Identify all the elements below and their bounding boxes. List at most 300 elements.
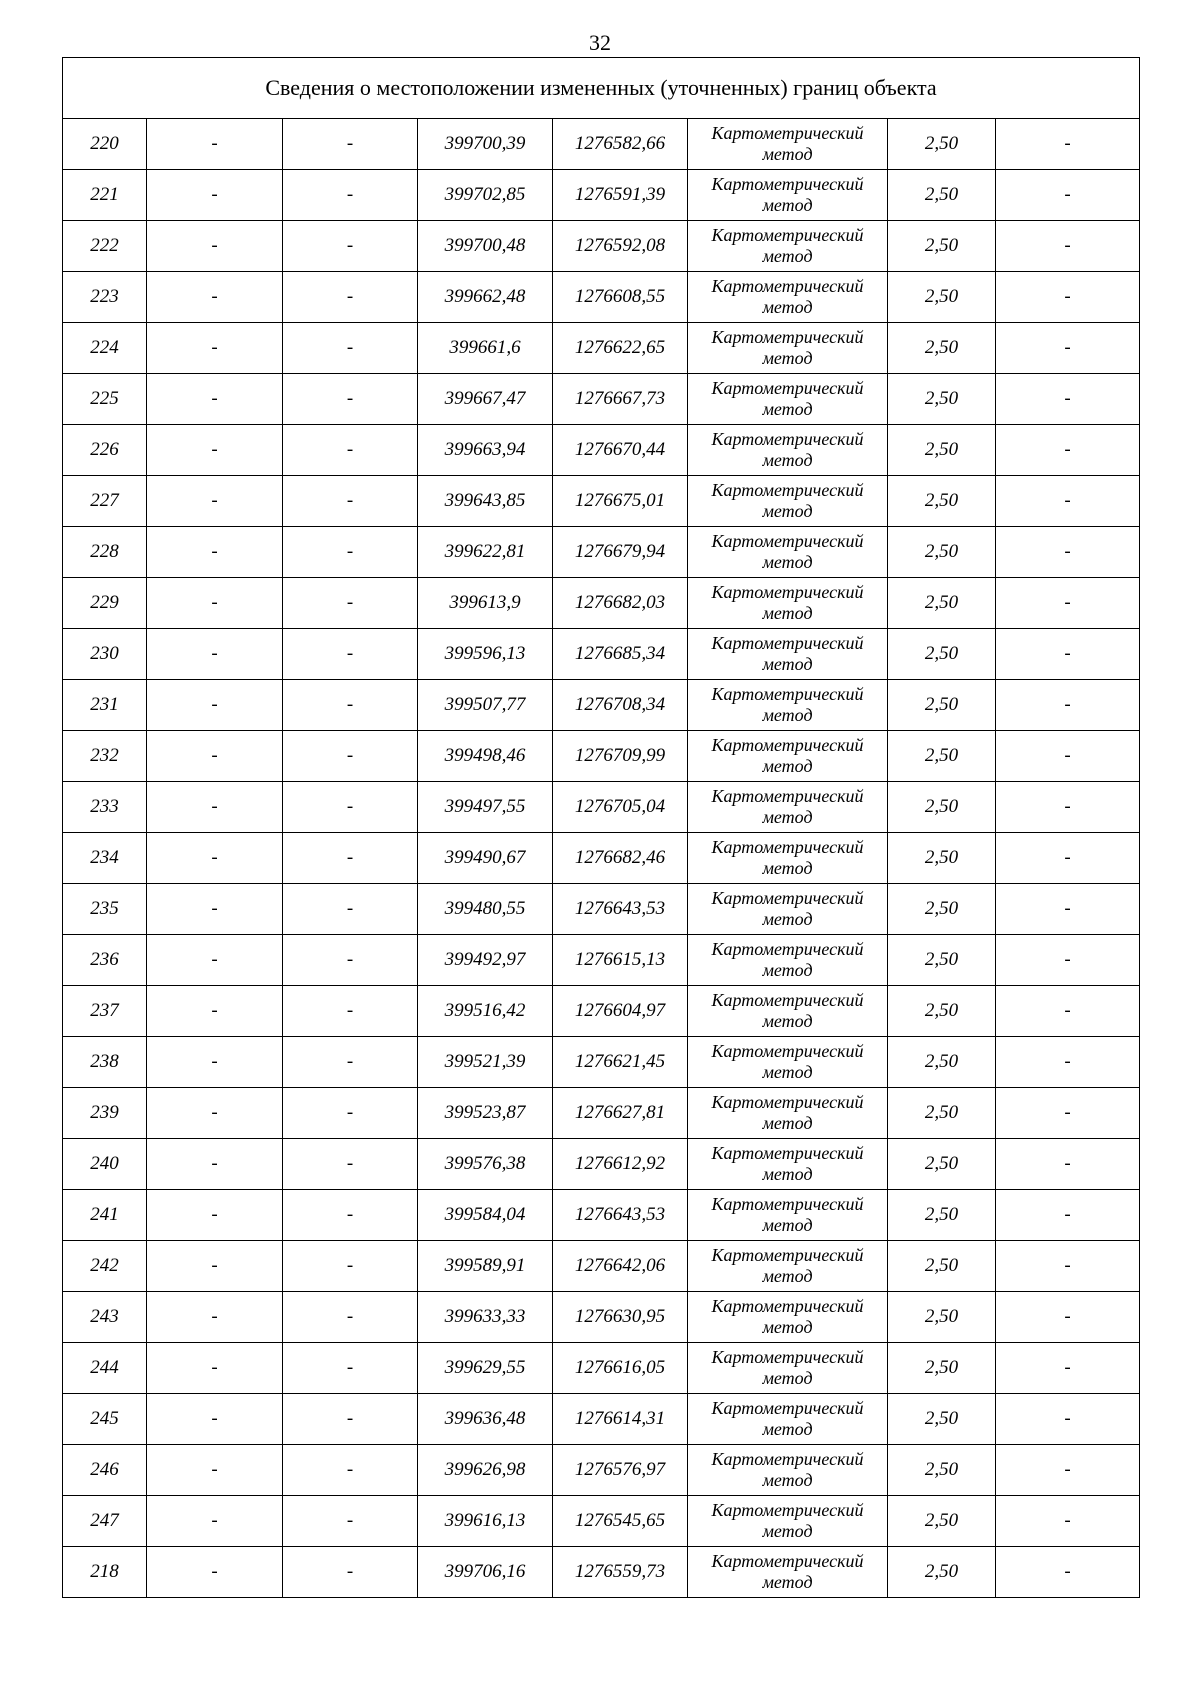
method-line-2: метод: [762, 1521, 813, 1541]
method-cell: [688, 578, 888, 629]
coordinate-y-cell: 1276582,66: [553, 119, 688, 170]
method-line-1: Картометрический: [711, 225, 864, 245]
method-cell: [688, 731, 888, 782]
column-3-cell: -: [283, 527, 418, 578]
point-number-cell: 238: [63, 1037, 147, 1088]
method-line-1: Картометрический: [711, 1500, 864, 1520]
coordinate-y-cell: 1276708,34: [553, 680, 688, 731]
method-line-2: метод: [762, 1164, 813, 1184]
column-8-cell: -: [996, 272, 1140, 323]
table-row: [63, 476, 1140, 527]
method-line-1: Картометрический: [711, 1551, 864, 1571]
coordinate-y-cell: 1276559,73: [553, 1547, 688, 1598]
column-3-cell: -: [283, 986, 418, 1037]
column-8-cell: -: [996, 1445, 1140, 1496]
column-2-cell: -: [147, 221, 283, 272]
method-cell: [688, 1496, 888, 1547]
method-cell: [688, 1343, 888, 1394]
method-line-1: Картометрический: [711, 1347, 864, 1367]
coordinate-x-cell: 399702,85: [418, 170, 553, 221]
method-line-1: Картометрический: [711, 888, 864, 908]
coordinate-y-cell: 1276682,46: [553, 833, 688, 884]
column-8-cell: -: [996, 1547, 1140, 1598]
column-2-cell: -: [147, 629, 283, 680]
method-cell: [688, 323, 888, 374]
method-line-2: метод: [762, 909, 813, 929]
column-3-cell: -: [283, 731, 418, 782]
method-cell: [688, 1394, 888, 1445]
coordinate-y-cell: 1276622,65: [553, 323, 688, 374]
accuracy-cell: 2,50: [888, 323, 996, 374]
column-8-cell: -: [996, 1343, 1140, 1394]
table-row: [63, 1037, 1140, 1088]
column-3-cell: -: [283, 1394, 418, 1445]
accuracy-cell: 2,50: [888, 833, 996, 884]
method-line-1: Картометрический: [711, 531, 864, 551]
method-line-2: метод: [762, 552, 813, 572]
column-3-cell: -: [283, 629, 418, 680]
point-number-cell: 227: [63, 476, 147, 527]
method-line-2: метод: [762, 348, 813, 368]
column-2-cell: -: [147, 476, 283, 527]
method-line-1: Картометрический: [711, 735, 864, 755]
method-cell: [688, 425, 888, 476]
column-3-cell: -: [283, 680, 418, 731]
table-row: [63, 425, 1140, 476]
method-line-1: Картометрический: [711, 1092, 864, 1112]
point-number-cell: 235: [63, 884, 147, 935]
method-line-1: Картометрический: [711, 990, 864, 1010]
column-3-cell: -: [283, 170, 418, 221]
column-2-cell: -: [147, 935, 283, 986]
accuracy-cell: 2,50: [888, 629, 996, 680]
column-2-cell: -: [147, 884, 283, 935]
column-8-cell: -: [996, 1037, 1140, 1088]
column-8-cell: -: [996, 221, 1140, 272]
accuracy-cell: 2,50: [888, 1292, 996, 1343]
table-row: [63, 986, 1140, 1037]
method-line-1: Картометрический: [711, 1296, 864, 1316]
column-2-cell: -: [147, 119, 283, 170]
column-8-cell: -: [996, 731, 1140, 782]
accuracy-cell: 2,50: [888, 1496, 996, 1547]
accuracy-cell: 2,50: [888, 425, 996, 476]
coordinate-x-cell: 399629,55: [418, 1343, 553, 1394]
coordinate-y-cell: 1276643,53: [553, 884, 688, 935]
point-number-cell: 241: [63, 1190, 147, 1241]
method-cell: [688, 476, 888, 527]
coordinate-x-cell: 399523,87: [418, 1088, 553, 1139]
accuracy-cell: 2,50: [888, 1547, 996, 1598]
column-8-cell: -: [996, 119, 1140, 170]
point-number-cell: 247: [63, 1496, 147, 1547]
method-line-2: метод: [762, 603, 813, 623]
column-8-cell: -: [996, 170, 1140, 221]
coordinate-y-cell: 1276643,53: [553, 1190, 688, 1241]
point-number-cell: 231: [63, 680, 147, 731]
column-8-cell: -: [996, 425, 1140, 476]
table-row: [63, 833, 1140, 884]
method-cell: [688, 272, 888, 323]
column-8-cell: -: [996, 1241, 1140, 1292]
method-line-2: метод: [762, 246, 813, 266]
coordinate-y-cell: 1276612,92: [553, 1139, 688, 1190]
column-8-cell: -: [996, 1292, 1140, 1343]
column-3-cell: -: [283, 221, 418, 272]
coordinate-y-cell: 1276604,97: [553, 986, 688, 1037]
point-number-cell: 221: [63, 170, 147, 221]
coordinate-y-cell: 1276616,05: [553, 1343, 688, 1394]
coordinate-x-cell: 399584,04: [418, 1190, 553, 1241]
coordinate-x-cell: 399521,39: [418, 1037, 553, 1088]
method-line-1: Картометрический: [711, 1143, 864, 1163]
table-row: [63, 1445, 1140, 1496]
coordinate-x-cell: 399576,38: [418, 1139, 553, 1190]
point-number-cell: 245: [63, 1394, 147, 1445]
method-line-2: метод: [762, 399, 813, 419]
coordinate-y-cell: 1276709,99: [553, 731, 688, 782]
column-8-cell: -: [996, 527, 1140, 578]
coordinate-y-cell: 1276591,39: [553, 170, 688, 221]
table-row: [63, 578, 1140, 629]
column-2-cell: -: [147, 782, 283, 833]
coordinate-y-cell: 1276621,45: [553, 1037, 688, 1088]
method-cell: [688, 1088, 888, 1139]
table-row: [63, 1394, 1140, 1445]
accuracy-cell: 2,50: [888, 272, 996, 323]
coordinate-y-cell: 1276670,44: [553, 425, 688, 476]
method-cell: [688, 833, 888, 884]
accuracy-cell: 2,50: [888, 1088, 996, 1139]
column-8-cell: -: [996, 1088, 1140, 1139]
column-2-cell: -: [147, 731, 283, 782]
method-line-1: Картометрический: [711, 786, 864, 806]
point-number-cell: 223: [63, 272, 147, 323]
point-number-cell: 220: [63, 119, 147, 170]
coordinate-y-cell: 1276627,81: [553, 1088, 688, 1139]
method-cell: [688, 782, 888, 833]
accuracy-cell: 2,50: [888, 170, 996, 221]
table-row: [63, 1292, 1140, 1343]
method-cell: [688, 1547, 888, 1598]
column-3-cell: -: [283, 1139, 418, 1190]
column-8-cell: -: [996, 782, 1140, 833]
column-2-cell: -: [147, 272, 283, 323]
table-row: [63, 272, 1140, 323]
accuracy-cell: 2,50: [888, 680, 996, 731]
coordinate-x-cell: 399643,85: [418, 476, 553, 527]
method-line-2: метод: [762, 1470, 813, 1490]
method-cell: [688, 986, 888, 1037]
column-8-cell: -: [996, 935, 1140, 986]
method-line-1: Картометрический: [711, 378, 864, 398]
point-number-cell: 224: [63, 323, 147, 374]
column-3-cell: -: [283, 1496, 418, 1547]
boundary-coordinates-table: [62, 57, 1140, 1598]
method-line-2: метод: [762, 501, 813, 521]
coordinate-y-cell: 1276705,04: [553, 782, 688, 833]
method-cell: [688, 680, 888, 731]
coordinate-x-cell: 399633,33: [418, 1292, 553, 1343]
column-3-cell: -: [283, 782, 418, 833]
accuracy-cell: 2,50: [888, 935, 996, 986]
method-line-1: Картометрический: [711, 582, 864, 602]
column-2-cell: -: [147, 170, 283, 221]
column-2-cell: -: [147, 527, 283, 578]
coordinate-x-cell: 399636,48: [418, 1394, 553, 1445]
coordinate-x-cell: 399490,67: [418, 833, 553, 884]
coordinate-y-cell: 1276675,01: [553, 476, 688, 527]
method-line-2: метод: [762, 1113, 813, 1133]
accuracy-cell: 2,50: [888, 1445, 996, 1496]
method-line-2: метод: [762, 1317, 813, 1337]
coordinate-x-cell: 399507,77: [418, 680, 553, 731]
method-line-1: Картометрический: [711, 276, 864, 296]
column-3-cell: -: [283, 119, 418, 170]
column-2-cell: -: [147, 1088, 283, 1139]
column-8-cell: -: [996, 884, 1140, 935]
method-line-2: метод: [762, 1215, 813, 1235]
column-8-cell: -: [996, 323, 1140, 374]
method-line-1: Картометрический: [711, 684, 864, 704]
method-line-2: метод: [762, 1062, 813, 1082]
method-line-2: метод: [762, 1572, 813, 1592]
point-number-cell: 244: [63, 1343, 147, 1394]
method-line-2: метод: [762, 807, 813, 827]
method-cell: [688, 1241, 888, 1292]
coordinate-x-cell: 399622,81: [418, 527, 553, 578]
method-line-1: Картометрический: [711, 837, 864, 857]
point-number-cell: 242: [63, 1241, 147, 1292]
table-row: [63, 1139, 1140, 1190]
accuracy-cell: 2,50: [888, 374, 996, 425]
method-cell: [688, 1190, 888, 1241]
column-3-cell: -: [283, 476, 418, 527]
column-2-cell: -: [147, 1343, 283, 1394]
column-2-cell: -: [147, 680, 283, 731]
method-line-1: Картометрический: [711, 174, 864, 194]
method-line-1: Картометрический: [711, 429, 864, 449]
column-2-cell: -: [147, 986, 283, 1037]
coordinate-x-cell: 399498,46: [418, 731, 553, 782]
coordinate-y-cell: 1276642,06: [553, 1241, 688, 1292]
accuracy-cell: 2,50: [888, 578, 996, 629]
method-cell: [688, 221, 888, 272]
column-2-cell: -: [147, 1241, 283, 1292]
column-3-cell: -: [283, 272, 418, 323]
accuracy-cell: 2,50: [888, 1343, 996, 1394]
point-number-cell: 226: [63, 425, 147, 476]
point-number-cell: 225: [63, 374, 147, 425]
method-cell: [688, 1445, 888, 1496]
method-line-2: метод: [762, 858, 813, 878]
column-8-cell: -: [996, 1394, 1140, 1445]
accuracy-cell: 2,50: [888, 221, 996, 272]
coordinate-y-cell: 1276679,94: [553, 527, 688, 578]
table-row: [63, 884, 1140, 935]
method-cell: [688, 935, 888, 986]
method-cell: [688, 629, 888, 680]
method-line-1: Картометрический: [711, 1245, 864, 1265]
method-cell: [688, 1139, 888, 1190]
table-row: [63, 323, 1140, 374]
coordinate-x-cell: 399492,97: [418, 935, 553, 986]
accuracy-cell: 2,50: [888, 731, 996, 782]
coordinate-x-cell: 399589,91: [418, 1241, 553, 1292]
column-2-cell: -: [147, 323, 283, 374]
table-title-row: [63, 58, 1140, 119]
accuracy-cell: 2,50: [888, 119, 996, 170]
method-line-1: Картометрический: [711, 1194, 864, 1214]
method-line-1: Картометрический: [711, 633, 864, 653]
column-3-cell: -: [283, 884, 418, 935]
method-line-2: метод: [762, 654, 813, 674]
column-2-cell: -: [147, 1496, 283, 1547]
method-cell: [688, 170, 888, 221]
method-line-2: метод: [762, 705, 813, 725]
point-number-cell: 239: [63, 1088, 147, 1139]
coordinate-y-cell: 1276630,95: [553, 1292, 688, 1343]
coordinate-y-cell: 1276592,08: [553, 221, 688, 272]
table-row: [63, 629, 1140, 680]
coordinate-y-cell: 1276685,34: [553, 629, 688, 680]
method-line-2: метод: [762, 1011, 813, 1031]
method-line-1: Картометрический: [711, 939, 864, 959]
point-number-cell: 229: [63, 578, 147, 629]
method-cell: [688, 374, 888, 425]
coordinate-x-cell: 399626,98: [418, 1445, 553, 1496]
column-2-cell: -: [147, 1190, 283, 1241]
point-number-cell: 240: [63, 1139, 147, 1190]
column-2-cell: -: [147, 1139, 283, 1190]
coordinate-x-cell: 399700,39: [418, 119, 553, 170]
coordinate-x-cell: 399663,94: [418, 425, 553, 476]
accuracy-cell: 2,50: [888, 782, 996, 833]
coordinate-y-cell: 1276614,31: [553, 1394, 688, 1445]
column-8-cell: -: [996, 986, 1140, 1037]
accuracy-cell: 2,50: [888, 476, 996, 527]
column-2-cell: -: [147, 833, 283, 884]
column-2-cell: -: [147, 1547, 283, 1598]
column-3-cell: -: [283, 833, 418, 884]
column-2-cell: -: [147, 1394, 283, 1445]
table-row: [63, 1241, 1140, 1292]
method-line-2: метод: [762, 195, 813, 215]
point-number-cell: 228: [63, 527, 147, 578]
column-3-cell: -: [283, 1547, 418, 1598]
coordinate-x-cell: 399661,6: [418, 323, 553, 374]
column-3-cell: -: [283, 578, 418, 629]
table-row: [63, 680, 1140, 731]
coordinate-y-cell: 1276545,65: [553, 1496, 688, 1547]
column-3-cell: -: [283, 1343, 418, 1394]
column-2-cell: -: [147, 374, 283, 425]
column-8-cell: -: [996, 680, 1140, 731]
method-line-2: метод: [762, 960, 813, 980]
method-cell: [688, 1292, 888, 1343]
column-3-cell: -: [283, 323, 418, 374]
column-2-cell: -: [147, 578, 283, 629]
column-2-cell: -: [147, 1445, 283, 1496]
method-line-1: Картометрический: [711, 1398, 864, 1418]
column-2-cell: -: [147, 425, 283, 476]
coordinate-x-cell: 399613,9: [418, 578, 553, 629]
table-row: [63, 1190, 1140, 1241]
page-number: 32: [589, 30, 611, 55]
column-8-cell: -: [996, 1139, 1140, 1190]
coordinate-x-cell: 399667,47: [418, 374, 553, 425]
table-row: [63, 119, 1140, 170]
table-row: [63, 782, 1140, 833]
accuracy-cell: 2,50: [888, 884, 996, 935]
point-number-cell: 230: [63, 629, 147, 680]
column-8-cell: -: [996, 578, 1140, 629]
column-3-cell: -: [283, 425, 418, 476]
accuracy-cell: 2,50: [888, 1037, 996, 1088]
column-3-cell: -: [283, 1445, 418, 1496]
method-cell: [688, 1037, 888, 1088]
column-3-cell: -: [283, 1190, 418, 1241]
coordinate-x-cell: 399662,48: [418, 272, 553, 323]
accuracy-cell: 2,50: [888, 527, 996, 578]
column-8-cell: -: [996, 629, 1140, 680]
point-number-cell: 243: [63, 1292, 147, 1343]
table-title: Сведения о местоположении измененных (уточненных) границ объекта: [63, 58, 1140, 119]
coordinate-x-cell: 399616,13: [418, 1496, 553, 1547]
table-row: [63, 935, 1140, 986]
method-line-2: метод: [762, 297, 813, 317]
column-8-cell: -: [996, 476, 1140, 527]
method-cell: [688, 527, 888, 578]
method-line-1: Картометрический: [711, 123, 864, 143]
accuracy-cell: 2,50: [888, 1394, 996, 1445]
coordinate-y-cell: 1276682,03: [553, 578, 688, 629]
coordinate-x-cell: 399497,55: [418, 782, 553, 833]
table-row: [63, 527, 1140, 578]
method-line-2: метод: [762, 1266, 813, 1286]
table-row: [63, 1343, 1140, 1394]
point-number-cell: 218: [63, 1547, 147, 1598]
coordinate-y-cell: 1276615,13: [553, 935, 688, 986]
column-8-cell: -: [996, 1190, 1140, 1241]
column-2-cell: -: [147, 1292, 283, 1343]
point-number-cell: 246: [63, 1445, 147, 1496]
table-row: [63, 221, 1140, 272]
column-3-cell: -: [283, 935, 418, 986]
accuracy-cell: 2,50: [888, 1190, 996, 1241]
column-3-cell: -: [283, 1292, 418, 1343]
column-3-cell: -: [283, 1088, 418, 1139]
coordinate-y-cell: 1276608,55: [553, 272, 688, 323]
accuracy-cell: 2,50: [888, 986, 996, 1037]
column-8-cell: -: [996, 833, 1140, 884]
coordinate-x-cell: 399596,13: [418, 629, 553, 680]
table-row: [63, 170, 1140, 221]
column-2-cell: -: [147, 1037, 283, 1088]
method-cell: [688, 119, 888, 170]
method-line-2: метод: [762, 1419, 813, 1439]
column-3-cell: -: [283, 374, 418, 425]
column-3-cell: -: [283, 1241, 418, 1292]
column-3-cell: -: [283, 1037, 418, 1088]
method-cell: [688, 884, 888, 935]
table-row: [63, 374, 1140, 425]
method-line-1: Картометрический: [711, 1041, 864, 1061]
point-number-cell: 236: [63, 935, 147, 986]
point-number-cell: 234: [63, 833, 147, 884]
table-row: [63, 731, 1140, 782]
coordinate-x-cell: 399516,42: [418, 986, 553, 1037]
